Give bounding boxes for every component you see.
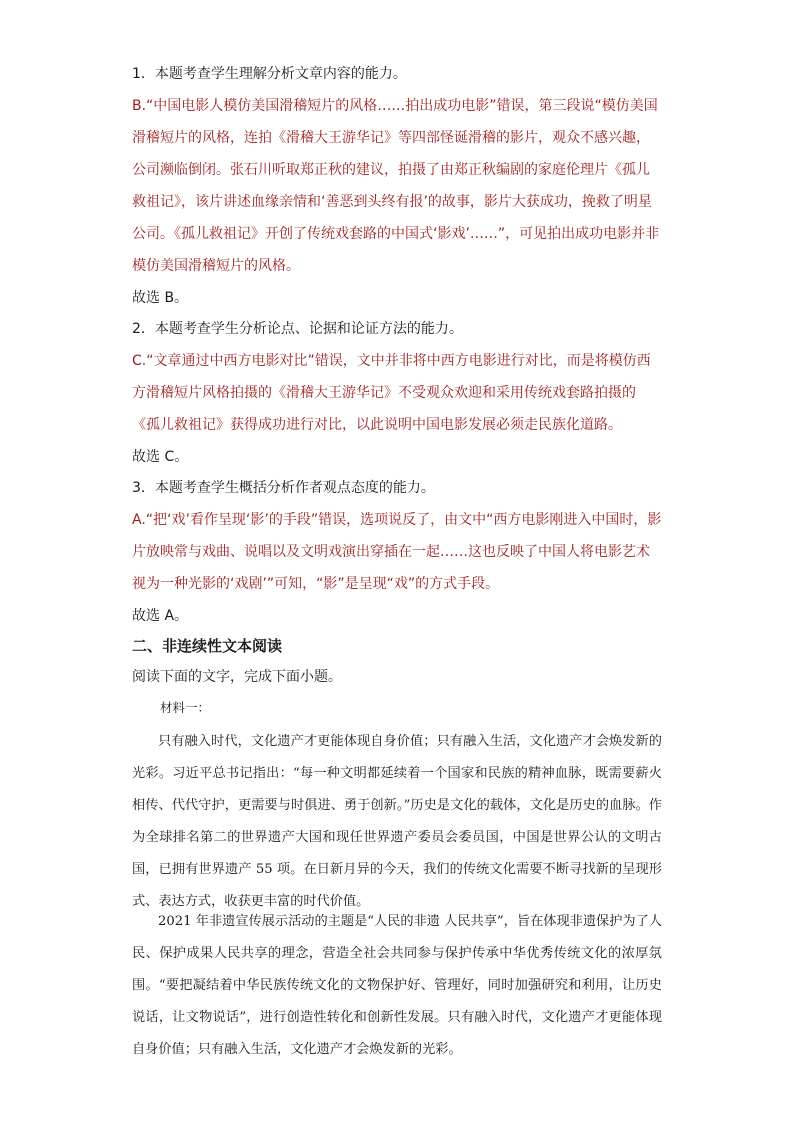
section-title: 二、非连续性文本阅读 (132, 637, 283, 655)
answer-1-body: B.“中国电影人模仿美国滑稽短片的风格……拍出成功电影”错误，第三段说“模仿美国滑稽短片的风格，连拍《滑稽大王游华记》等四部怪诞滑稽的影片，观众不感兴趣，公司濒临倒闭。张石川听取郑正秋的建议，拍摄了由郑正秋编剧的家庭伦理片《孤儿救祖记》，该片讲述血缘亲情和‘善恶到头终有报’的故事，影片大获成功，挽救了明星公司。《孤儿救祖记》开创了传统戏套路的中国式‘影戏’……”，可见拍出成功电影并非模仿美国滑稽短片的风格。 (132, 98, 660, 274)
answer-1-heading: 1．本题考查学生理解分析文章内容的能力。 (132, 66, 407, 82)
answer-3-conclusion: 故选 A。 (132, 608, 189, 624)
answer-2-body: C.“文章通过中西方电影对比”错误，文中并非将中西方电影进行对比，而是将模仿西方滑稽短片风格拍摄的《滑稽大王游华记》不受观众欢迎和采用传统戏套路拍摄的《孤儿救祖记》获得成功进行对比，以此说明中国电影发展必须走民族化道路。 (132, 353, 651, 433)
answer-3-body: A.“把‘戏’看作呈现‘影’的手段”错误，选项说反了，由文中“西方电影刚进入中国时，影片放映常与戏曲、说唱以及文明戏演出穿插在一起……这也反映了中国人将电影艺术视为一种光影的‘戏剧’”可知，“影”是呈现“戏”的方式手段。 (132, 512, 662, 592)
answer-2-heading: 2．本题考查学生分析论点、论据和论证方法的能力。 (132, 321, 463, 337)
material-label: 材料一： (160, 700, 211, 715)
material-paragraph-1: 只有融入时代，文化遗产才更能体现自身价值；只有融入生活，文化遗产才会焕发新的光彩。习近平总书记指出：“每一种文明都延续着一个国家和民族的精神血脉，既需要薪火相传、代代守护，更需要与时俱进、勇于创新。”历史是文化的载体，文化是历史的血脉。作为全球排名第二的世界遗产大国和现任世界遗产委员会委员国，中国是世界公认的文明古国，已拥有世界遗产 55 项。在日新月异的今天，我们的传统文化需要不断寻找新的呈现形式、表达方式，收获更丰富的时代价值。 (132, 734, 662, 909)
section-instruction: 阅读下面的文字，完成下面小题。 (132, 669, 342, 685)
answer-2-conclusion: 故选 C。 (132, 449, 189, 465)
material-paragraph-2: 2021 年非遗宣传展示活动的主题是“人民的非遗 人民共享”，旨在体现非遗保护为了人民、保护成果人民共享的理念，营造全社会共同参与保护传承中华优秀传统文化的浓厚氛围。“要把凝结着中华民族传统文化的文物保护好、管理好，同时加强研究和利用，让历史说话，让文物说话”，进行创造性转化和创新性发展。只有融入时代，文化遗产才更能体现自身价值；只有融入生活，文化遗产才会焕发新的光彩。 (132, 914, 662, 1057)
answer-3-heading: 3．本题考查学生概括分析作者观点态度的能力。 (132, 480, 435, 496)
answer-1-conclusion: 故选 B。 (132, 290, 189, 306)
